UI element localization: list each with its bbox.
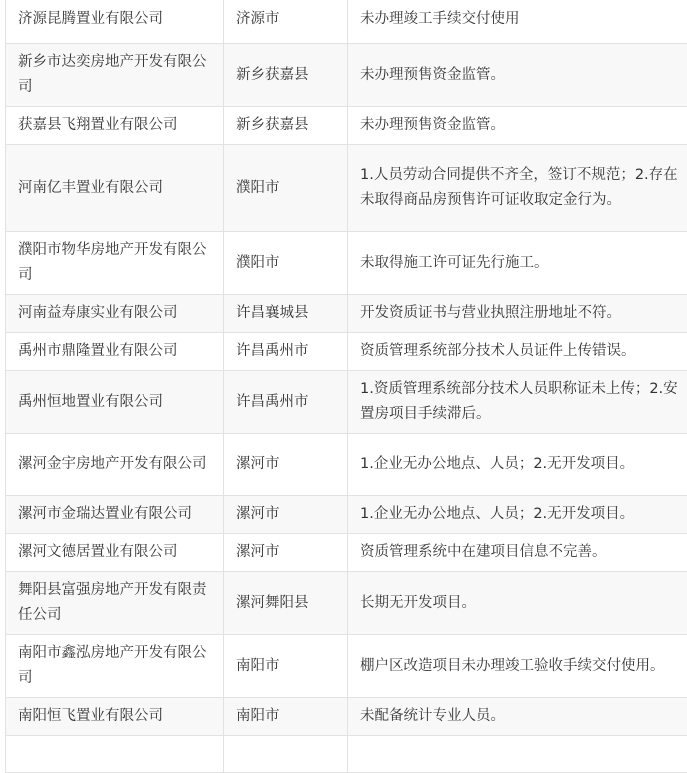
region-cell: 漯河市 — [224, 534, 348, 572]
region-cell: 南阳市 — [224, 635, 348, 698]
table-row — [6, 333, 687, 371]
issue-cell: 未取得施工许可证先行施工。 — [348, 232, 687, 295]
region-cell: 濮阳市 — [224, 232, 348, 295]
region-cell — [224, 736, 348, 773]
table-row — [6, 736, 687, 773]
region-cell: 濮阳市 — [224, 145, 348, 232]
issue-cell: 长期无开发项目。 — [348, 572, 687, 635]
table-row — [6, 295, 687, 333]
company-cell: 漯河金宇房地产开发有限公司 — [6, 434, 224, 496]
issue-cell: 1.人员劳动合同提供不齐全，签订不规范；2.存在未取得商品房预售许可证收取定金行为。 — [348, 145, 687, 232]
issue-cell: 1.企业无办公地点、人员；2.无开发项目。 — [348, 496, 687, 534]
company-cell: 新乡市达奕房地产开发有限公司 — [6, 44, 224, 107]
table-row — [6, 232, 687, 295]
company-cell: 舞阳县富强房地产开发有限责任公司 — [6, 572, 224, 635]
issue-cell: 未配备统计专业人员。 — [348, 698, 687, 736]
issue-cell: 1.企业无办公地点、人员；2.无开发项目。 — [348, 434, 687, 496]
table-row — [6, 44, 687, 107]
company-cell: 南阳恒飞置业有限公司 — [6, 698, 224, 736]
issue-cell: 棚户区改造项目未办理竣工验收手续交付使用。 — [348, 635, 687, 698]
company-cell: 河南益寿康实业有限公司 — [6, 295, 224, 333]
region-cell: 济源市 — [224, 0, 348, 44]
table-row — [6, 496, 687, 534]
table-row — [6, 572, 687, 635]
region-cell: 许昌禹州市 — [224, 333, 348, 371]
company-cell: 南阳市鑫泓房地产开发有限公司 — [6, 635, 224, 698]
issue-cell — [348, 736, 687, 773]
table-row — [6, 371, 687, 434]
issue-cell: 资质管理系统部分技术人员证件上传错误。 — [348, 333, 687, 371]
company-cell: 河南亿丰置业有限公司 — [6, 145, 224, 232]
company-cell — [6, 736, 224, 773]
issue-cell: 未办理预售资金监管。 — [348, 44, 687, 107]
table-row — [6, 434, 687, 496]
table-row — [6, 145, 687, 232]
region-cell: 新乡获嘉县 — [224, 107, 348, 145]
issue-cell: 资质管理系统中在建项目信息不完善。 — [348, 534, 687, 572]
inspection-results-table — [5, 0, 687, 773]
region-cell: 许昌襄城县 — [224, 295, 348, 333]
region-cell: 新乡获嘉县 — [224, 44, 348, 107]
company-cell: 禹州恒地置业有限公司 — [6, 371, 224, 434]
region-cell: 漯河市 — [224, 496, 348, 534]
issue-cell: 未办理竣工手续交付使用 — [348, 0, 687, 44]
region-cell: 漯河舞阳县 — [224, 572, 348, 635]
region-cell: 许昌禹州市 — [224, 371, 348, 434]
issue-cell: 未办理预售资金监管。 — [348, 107, 687, 145]
company-cell: 济源昆腾置业有限公司 — [6, 0, 224, 44]
issue-cell: 1.资质管理系统部分技术人员职称证未上传；2.安置房项目手续滞后。 — [348, 371, 687, 434]
company-cell: 获嘉县飞翔置业有限公司 — [6, 107, 224, 145]
region-cell: 漯河市 — [224, 434, 348, 496]
table-row — [6, 534, 687, 572]
region-cell: 南阳市 — [224, 698, 348, 736]
company-cell: 濮阳市物华房地产开发有限公司 — [6, 232, 224, 295]
issue-cell: 开发资质证书与营业执照注册地址不符。 — [348, 295, 687, 333]
table-row — [6, 635, 687, 698]
company-cell: 漯河市金瑞达置业有限公司 — [6, 496, 224, 534]
company-cell: 漯河文德居置业有限公司 — [6, 534, 224, 572]
table-row — [6, 107, 687, 145]
company-cell: 禹州市鼎隆置业有限公司 — [6, 333, 224, 371]
table-row — [6, 0, 687, 44]
